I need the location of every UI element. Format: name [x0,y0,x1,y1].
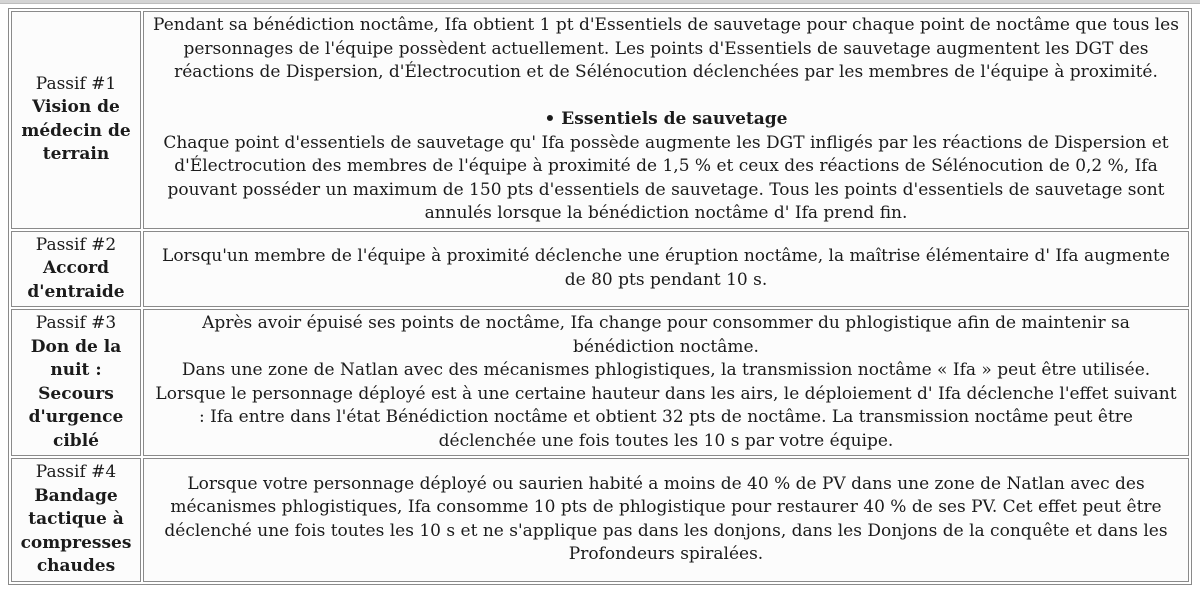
passive-4-title-cell [11,458,141,582]
passive-1-description-cell [143,11,1189,229]
passive-3-description-cell [143,309,1189,456]
top-divider-rule [0,0,1200,4]
passive-label: Passif #1 [35,73,117,94]
passive-label: Passif #3 [35,313,117,333]
passive-label: Passif #4 [35,462,117,482]
table-row-passive-3 [11,309,1189,456]
description-paragraph: Lorsque votre personnage déployé ou saurien habité a moins de 40 % de PV dans une zone de Natlan avec des mécanismes phlogistiques, Ifa consomme 10 pts de phlogistique pour restaurer 40 % de ses PV. Cet effet peut être déclenché une fois toutes les 10 s et ne s'applique pas dans les donjons, dans les Donjons de la conquête et dans les Profondeurs spiralées. [164,473,1168,565]
passives-table [8,8,1192,585]
passive-label: Passif #2 [35,234,117,255]
passive-2-description-cell [143,231,1189,308]
description-paragraph: Dans une zone de Natlan avec des mécanismes phlogistiques, la transmission noctâme « Ifa » peut être utilisée. Lorsque le personnage déployé est à une certaine hauteur dans les airs, le déploiement d' Ifa déclenche l'effet suivant : Ifa entre dans l'état Bénédiction noctâme et obtient 32 pts de noctâme. La transmission noctâme peut être déclenchée une fois toutes les 10 s par votre équipe. [155,360,1177,451]
table-row-passive-1 [11,11,1189,229]
passive-4-description-cell [143,458,1189,582]
description-paragraph: Après avoir épuisé ses points de noctâme, Ifa change pour consommer du phlogistique afin de maintenir sa bénédiction noctâme. [202,313,1130,357]
passive-3-title-cell [11,309,141,456]
table-row-passive-4 [11,458,1189,582]
passive-2-title-cell [11,231,141,308]
description-paragraph: Pendant sa bénédiction noctâme, Ifa obtient 1 pt d'Essentiels de sauvetage pour chaque point de noctâme que tous les personnages de l'équipe possèdent actuellement. Les points d'Essentiels de sauvetage augmentent les DGT des réactions de Dispersion, d'Électrocution et de Sélénocution déclenchées par les membres de l'équipe à proximité. [153,15,1179,82]
passive-name: Vision de médecin de terrain [21,97,131,165]
passive-name: Don de la nuit : Secours d'urgence ciblé [28,336,124,451]
description-paragraph: Lorsqu'un membre de l'équipe à proximité déclenche une éruption noctâme, la maîtrise élémentaire d' Ifa augmente de 80 pts pendant 10 s. [162,246,1170,290]
description-paragraph: Chaque point d'essentiels de sauvetage qu' Ifa possède augmente les DGT infligés par les réactions de Dispersion et d'Électrocution des membres de l'équipe à proximité de 1,5 % et ceux des réactions de Sélénocution de 0,2 %, Ifa pouvant posséder un maximum de 150 pts d'essentiels de sauvetage. Tous les points d'essentiels de sauvetage sont annulés lorsque la bénédiction noctâme d' Ifa prend fin. [163,132,1169,223]
table-row-passive-2 [11,231,1189,308]
passive-1-title-cell [11,11,141,229]
passive-name: Bandage tactique à compresses chaudes [20,485,132,576]
passive-name: Accord d'entraide [27,258,125,302]
bullet-heading: • Essentiels de sauvetage [544,109,788,129]
